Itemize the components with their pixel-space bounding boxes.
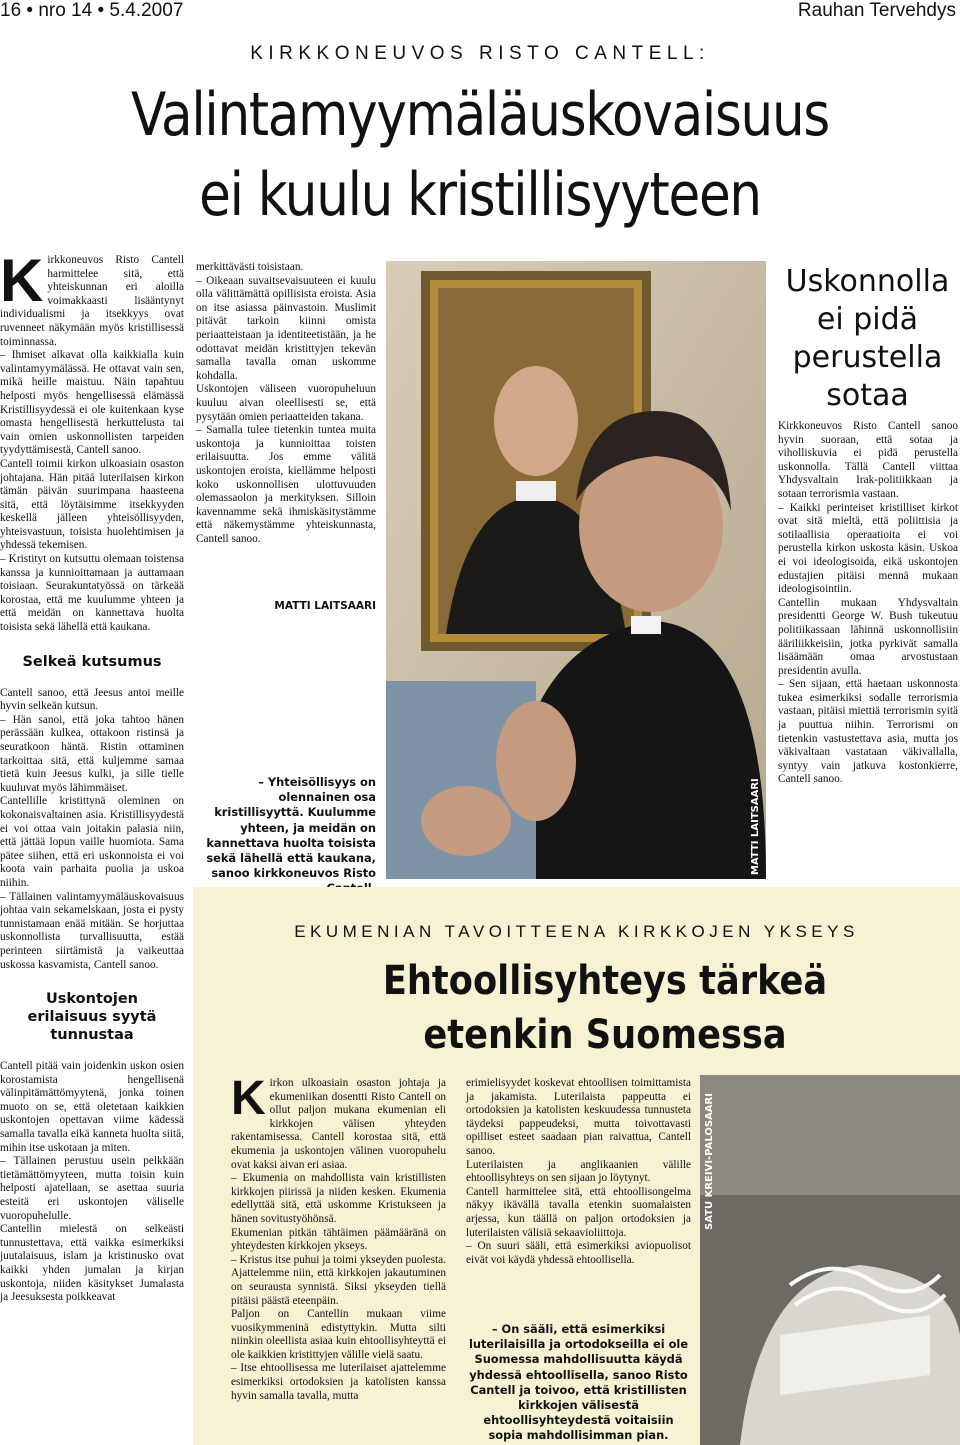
paragraph: irkkoneuvos Risto Cantell harmittelee sitä, että yhteiskunnan eri aloilla voimakkaasti lisääntynyt individualismi ja itsekkyys ovat ruvenneet näkymään myös kristillisessä toiminnassa. (0, 254, 184, 348)
paragraph: Cantell sanoo, että Jeesus antoi meille hyvin selkeän kutsun. (0, 686, 184, 713)
paragraph: Cantellin mukaan Yhdysvaltain presidentti George W. Bush tukeutuu politiikassaan lähinnä uskonnollisiin ääriliikkeisiin, jotka pyrkivät samalla lisäämään omaa arvostustaan presidentin avulla. (778, 596, 958, 677)
drop-cap: K (231, 1072, 266, 1125)
subheading: Selkeä kutsumus (22, 653, 162, 670)
photo-credit: SATU KREIVI-PALOSAARI (704, 1093, 715, 1230)
paragraph: – Ekumenia on mahdollista vain kristillisten kirkkojen piirissä ja niiden kesken. Ekumenia edellyttää sitä, että uskomme Kristukseen ja hänen sovitustyöhönsä. (231, 1172, 446, 1225)
photo-caption: – Yhteisöllisyys on olennainen osa kristillisyyttä. Kuulumme yhteen, ja meidän on kannettava huolta toisista sekä lähellä että kaukana, sanoo kirkkoneuvos Risto (206, 775, 376, 881)
portrait-photo (386, 261, 766, 879)
chalice-photo (700, 1075, 960, 1445)
article-headline-line2: ei kuulu kristillisyyteen (199, 160, 761, 230)
paragraph: Cantell harmittelee sitä, että ehtoollisongelma näkyy ikävällä tavalla etenkin suomalaisten arjessa, kun täällä on paljon ortodoksien ja luterilaisten välisiä sekaavioliittoja. (466, 1185, 691, 1239)
article-2-kicker: EKUMENIAN TAVOITTEENA KIRKKOJEN YKSEYS (294, 922, 859, 941)
paragraph: – Tällainen perustuu usein pelkkään tietämättömyyteen, mutta toisin kuin helposti ajatellaan, se asettaa suuria esteitä eri uskontojen väliselle vuoropuhelulle. (0, 1155, 184, 1222)
paragraph: – Sen sijaan, että haetaan uskonnosta tukea esimerkiksi sodalle terrorismia vastaan, pitäisi miettiä terrorismin syitä ja puuttua niihin. Terrorismi on tietenkin vastustettava asia, mutta jos väkivaltaan vastataan väkivallalla, syntyy vain jatkuva kostonkierre, Cantell sanoo. (778, 678, 958, 786)
drop-cap: K (0, 247, 44, 314)
paragraph: Cantellille kristittynä oleminen on kokonaisvaltainen asia. Kristillisyydestä ei voi ottaa vain joitakin palasia niin, että jättää lopun vaille huomiota. Sama pätee siihen, että eri uskonnoista ei voi koota vain parhaita puolia ja uskoa niihin. (0, 795, 184, 889)
paragraph: erimielisyydet koskevat ehtoollisen toimittamista ja jakamista. Luterilaista pappeutta ei ortodoksien ja katolisten keskuudessa tunnusteta täydeksi pappeudeksi, mutta toivottavasti opilliset esteet saadaan pian raivattua, Cantell sanoo. (466, 1077, 691, 1157)
article-column-1 (0, 247, 184, 1305)
paragraph: Paljon on Cantellin mukaan viime vuosikymmeninä edistyttykin. Mutta silti niinkin oleellista asiaa kuin ehtoollisyhteyttä ei ole kaikkien kristittyjen välille vielä saatu. (231, 1308, 446, 1361)
paragraph: – Kristityt on kutsuttu olemaan toistensa kanssa ja kunnioittamaan ja auttamaan toisiaan. Seurakuntatyössä on tärkeää korostaa, että me kuulumme yhteen ja että meidän on kannettava huolta toisista sekä lähellä että kaukana. (0, 553, 184, 634)
paragraph: – Samalla tulee tietenkin tuntea muita uskontoja ja kunnioittaa toisten erilaisuutta. Jos emme välitä uskontojen eroista, kiellämme helposti koko uskonnollisen ulottuvuuden olemassaolon ja merkityksen. Silloin kavennamme sekä ihmiskäsitystämme että näkemystämme yhteiskunnasta, Cantell sanoo. (196, 424, 376, 545)
article-headline-line1: Valintamyymäläuskovaisuus (131, 80, 829, 150)
paragraph: Luterilaisten ja anglikaanien välille ehtoollisyhteys on sen sijaan jo löytynyt. (466, 1158, 691, 1185)
photo-caption: – On sääli, että esimerkiksi luterilaisilla ja ortodokseilla ei ole Suomessa mahdollisuutta käydä yhdessä ehtoollisella, sanoo Risto Cantell ja toivoo, että kristillisten kirkkojen välisestä ehtoollisyhteydestä voitaisiin sopia mahdollisimman pian. (468, 1322, 689, 1443)
paragraph: Uskontojen väliseen vuoropuheluun kuuluu aivan oleellisesti se, että pysytään omien periaatteiden takana. (196, 383, 376, 423)
paragraph: merkittävästi toisistaan. (196, 261, 304, 273)
paragraph: Cantell toimii kirkon ulkoasiain osaston johtajana. Hän pitää luterilaisen kirkon tämän päivän suurimpana haasteena sitä, että löytäisimme itsekkyyden keskellä jälleen yhteisöllisyyden, yhteisvastuun, toisista huolehtimisen ja yhdessä tekemisen. (0, 457, 184, 552)
byline: MATTI LAITSAARI (274, 600, 376, 612)
article-kicker: KIRKKONEUVOS RISTO CANTELL: (250, 43, 710, 64)
article-column-2 (196, 261, 376, 546)
paragraph: Cantell pitää vain joidenkin uskon osien korostamista hengellisenä välinpitämättömyytenä, jonka toinen muoto on se, että oletetaan kaikkien uskontojen opettavan viime kädessä samalla tavalla eikä kanneta huolta siitä, mihin itse uskotaan ja miten. (0, 1060, 184, 1154)
paragraph: – Kaikki perinteiset kristilliset kirkot ovat sitä mieltä, että poliittisia ja sotilaallisia operaatioita ei voi perustella kirkon uskosta käsin. Uskoa ei voi ideologisoida, eikä uskontojen edustajien pitäisi mennä mukaan ideologisointiin. (778, 501, 958, 596)
paragraph: Kirkkoneuvos Risto Cantell sanoo hyvin suoraan, että sotaa ja viholliskuvia ei pidä perustella uskonnolla. Tällä Cantell viittaa Yhdysvaltain Irak-politiikkaan ja sotaan terrorismia vastaan. (778, 420, 958, 500)
paragraph: – Oikeaan suvaitsevaisuuteen ei kuulu olla välittämättä opillisista eroista. Asia on itse asiassa päinvastoin. Muslimit pitävät tarkoin kiinni omista periaatteistaan ja identiteetistään, ja he odottavat meidän kristittyjen tekevän samalla tavalla oman uskomme kohdalla. (196, 274, 376, 382)
paragraph: – Itse ehtoollisessa me luterilaiset ajattelemme esimerkiksi ortodoksien ja katolisten kanssa hyvin samalla tavalla, mutta (231, 1362, 446, 1402)
sidebar-body (778, 420, 958, 787)
photo-credit: MATTI LAITSAARI (750, 778, 761, 875)
paragraph: – Tällainen valintamyymäläuskovaisuus johtaa vain sekamelskaan, josta ei pysty tunnistamaan enää mitään. Se horjuttaa uskonnollista turvallisuutta, estää perinteen siirtämistä ja vaikeuttaa uskossa kasvamista, Cantell sanoo. (0, 890, 184, 971)
paragraph: – On suuri sääli, että esimerkiksi aviopuolisot eivät voi käydä yhdessä ehtoollisella. (466, 1240, 691, 1266)
paragraph: – Hän sanoi, että joka tahtoo hänen perässään kulkea, ottakoon ristinsä ja seuratkoon häntä. Ristin ottaminen tarkoittaa sitä, että kuljemme samaa tietä kuin Jeesus kulki, ja sille tielle kuuluvat myös lähimmäiset. (0, 713, 184, 794)
page-number-date: 16 • nro 14 • 5.4.2007 (0, 0, 184, 21)
paragraph: irkon ulkoasiain osaston johtaja ja ekumeniikan dosentti Risto Cantell on ollut paljon mukana ekumenian eli kirkkojen välisen yhteyden rakentamisessa. Cantell korostaa sitä, että ekumenia ja uskontojen välinen vuoropuhelu ovat kaksi aivan eri asiaa. (231, 1077, 446, 1171)
subheading: Uskontojen erilaisuus syytä tunnustaa (27, 991, 157, 1044)
paragraph: – Ihmiset alkavat olla kaikkialla kuin valintamyymälässä. He ottavat vain sen, mikä heille maistuu. Näin tapahtuu helposti myös hengellisessä elämässä Kristillisyydessä ei ole kuitenkaan kyse omasta hengellisestä herkuttelusta tai vain omien uskonnollisten tarpeiden tyydyttämisestä, Cantell sanoo. (0, 349, 184, 457)
article-2-headline-line1: Ehtoollisyhteys tärkeä (382, 958, 828, 1004)
paragraph: – Kristus itse puhui ja toimi ykseyden puolesta. Ajattelemme niin, että kirkkojen jakautuminen on seurausta synnistä. Siksi ykseyden tiellä pitäisi päästä eteenpäin. (231, 1253, 446, 1307)
publication-name: Rauhan Tervehdys (797, 0, 956, 21)
paragraph: Ekumenian pitkän tähtäimen päämääränä on yhteydesten kirkkojen ykseys. (231, 1226, 446, 1253)
paragraph: Cantellin mielestä on selkeästi tunnustettava, että vaikka esimerkiksi juutalaisuus, islam ja kristinusko ovat kaikki yhden jumalan ja kirjan uskontoja, niiden käsitykset Jumalasta ja Jeesuksesta poikkeavat (0, 1223, 184, 1304)
article-2-column-2 (466, 1077, 691, 1267)
article-2-headline-line2: etenkin Suomessa (423, 1012, 787, 1058)
article-2-column-1 (231, 1072, 446, 1403)
sidebar-title: Uskonnolla ei pidä perustella sotaa (785, 264, 950, 413)
